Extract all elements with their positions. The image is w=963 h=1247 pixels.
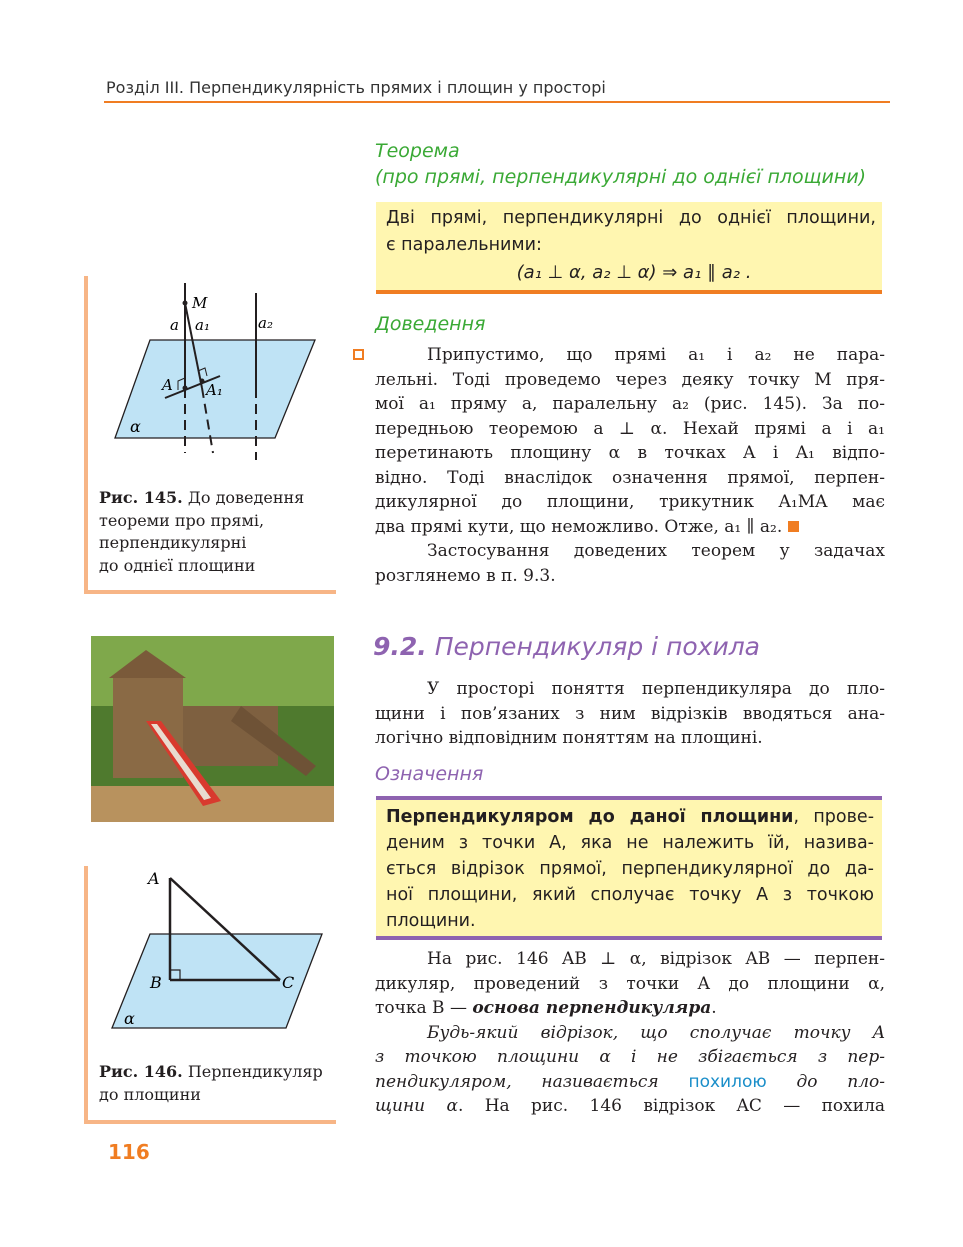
label-A1: A₁ [206, 381, 223, 399]
label-a2: a₂ [258, 314, 273, 332]
running-header: Розділ III. Перпендикулярність прямих і площин у просторі [106, 78, 606, 97]
intro-line-3: логічно відповідним поняттям на площині. [375, 728, 763, 748]
theorem-box [376, 202, 882, 294]
figure145-side-bar [84, 276, 88, 594]
theorem-heading: Теорема [375, 140, 460, 162]
body2-line-6 [375, 1070, 885, 1095]
figure145-diagram [100, 278, 330, 478]
figure146-caption-label: Рис. 146. [99, 1062, 183, 1081]
label-alpha: α [130, 417, 141, 436]
figure145-caption-line2: теореми про прямі, [99, 510, 265, 530]
body2-line-6-pre: пендикуляром, називається [375, 1071, 689, 1092]
section-number: 9.2. [373, 632, 427, 661]
intro-line-1: У просторі поняття перпендикуляра до пло- [427, 679, 885, 699]
body2-line-7-pre: щини α [375, 1096, 458, 1116]
body2-line-7 [375, 1094, 885, 1119]
label-M: M [192, 294, 208, 312]
definition-line-4: ної площини, який сполучає точку A з точкою [386, 885, 874, 905]
proof-text [375, 343, 885, 588]
body2-line-7-post: . На рис. 146 відрізок AC — похила [457, 1096, 886, 1116]
section-intro [375, 677, 885, 751]
label-A-146: A [148, 869, 160, 888]
body2-line-5: з точкою площини α і не збігається з пер- [375, 1047, 885, 1067]
term-perpendicular-base: основа перпендикуляра [472, 998, 712, 1018]
proof-line-7: дикулярної до площини, трикутник A₁MA має [375, 492, 885, 512]
point-A [183, 386, 188, 391]
label-a: a [170, 316, 179, 334]
definition-line-1-rest: , прове- [793, 807, 875, 827]
figure146-caption [99, 1061, 329, 1106]
figure145-caption-line3: перпендикулярні [99, 533, 247, 552]
figure145-caption [99, 487, 329, 577]
body-text-2 [375, 947, 885, 1119]
figure146-bottom-bar [84, 1120, 336, 1124]
theorem-text-line2: є паралельними: [386, 235, 542, 255]
proof-end-marker [788, 521, 799, 532]
section-title-text: Перпендикуляр і похила [434, 632, 761, 661]
section-title [373, 632, 760, 661]
theorem-subheading: (про прямі, перпендикулярні до однієї площини) [375, 166, 867, 188]
proof-after-line2: розглянемо в п. 9.3. [375, 565, 556, 586]
point-M [183, 301, 188, 306]
body2-line-6-post: до пло- [766, 1071, 885, 1092]
label-B-146: B [150, 973, 162, 992]
figure146-caption-line1 [99, 1061, 329, 1084]
figure146-diagram [100, 866, 330, 1036]
definition-line-1 [386, 804, 874, 830]
body2-line-2: дикуляр, проведений з точки A до площини α, [375, 973, 885, 994]
proof-line-8 [375, 515, 885, 540]
figure146-caption-line2: до площини [99, 1084, 201, 1104]
figure145-caption-line1 [99, 487, 329, 510]
term-oblique: похилою [688, 1071, 767, 1092]
proof-line-3: мої a₁ пряму a, паралельну a₂ (рис. 145). За по- [375, 394, 885, 414]
theorem-text-line1: Дві прямі, перпендикулярні до однієї площини, [386, 208, 876, 228]
figure145-bottom-bar [84, 590, 336, 594]
header-divider [104, 101, 890, 103]
point-A1 [200, 379, 205, 384]
proof-line-6: відно. Тоді внаслідок означення прямої, перпен- [375, 467, 885, 488]
definition-box [376, 796, 882, 940]
label-alpha-146: α [124, 1009, 135, 1028]
definition-line-5: площини. [386, 911, 476, 931]
figure145-caption-line4: до однієї площини [99, 555, 256, 575]
proof-line-1 [375, 343, 885, 368]
definition-line-3: ється відрізок прямої, перпендикулярної до да- [386, 859, 874, 879]
proof-line-4: передньою теоремою a ⊥ α. Нехай прямі a і a₁ [375, 418, 885, 439]
figure146-side-bar [84, 866, 88, 1124]
body2-line-1: На рис. 146 AB ⊥ α, відрізок AB — перпен- [427, 949, 885, 969]
page-number: 116 [108, 1140, 150, 1164]
body2-line-3-pre: точка B — [375, 998, 473, 1018]
label-a1: a₁ [195, 316, 210, 334]
proof-after-line1: Застосування доведених теорем у задачах [427, 541, 885, 561]
figure145-caption-label: Рис. 145. [99, 488, 183, 507]
body2-line-3 [375, 996, 885, 1021]
theorem-formula: (a₁ ⊥ α, a₂ ⊥ α) ⇒ a₁ ∥ a₂ . [516, 262, 752, 283]
proof-line-2: лельні. Тоді проведемо через деяку точку M пря- [375, 369, 885, 390]
proof-line-1-text: Припустимо, що прямі a₁ і a₂ не пара- [427, 345, 885, 365]
proof-start-marker [353, 349, 364, 360]
definition-line-2: деним з точки A, яка не належить їй, назива- [386, 833, 874, 853]
label-A: A [162, 376, 173, 394]
label-C-146: C [282, 973, 295, 992]
body2-line-3-post: . [711, 998, 717, 1018]
playground-photo [91, 636, 334, 822]
proof-heading: Доведення [375, 313, 486, 335]
body2-line-4: Будь-який відрізок, що сполучає точку A [427, 1022, 885, 1043]
intro-line-2: щини і пов’язаних з ним відрізків вводяться ана- [375, 703, 885, 724]
definition-heading: Означення [375, 763, 484, 785]
figure146-caption-rest: Перпендикуляр [182, 1062, 323, 1081]
figure145-caption-rest: До доведення [182, 488, 305, 507]
proof-line-8-text: два прямі кути, що неможливо. Отже, a₁ ∥ a₂. [375, 516, 783, 537]
photo-tower [113, 678, 183, 778]
proof-line-5: перетинають площину α в точках A і A₁ відпо- [375, 443, 885, 463]
definition-term: Перпендикуляром до даної площини [386, 807, 794, 827]
